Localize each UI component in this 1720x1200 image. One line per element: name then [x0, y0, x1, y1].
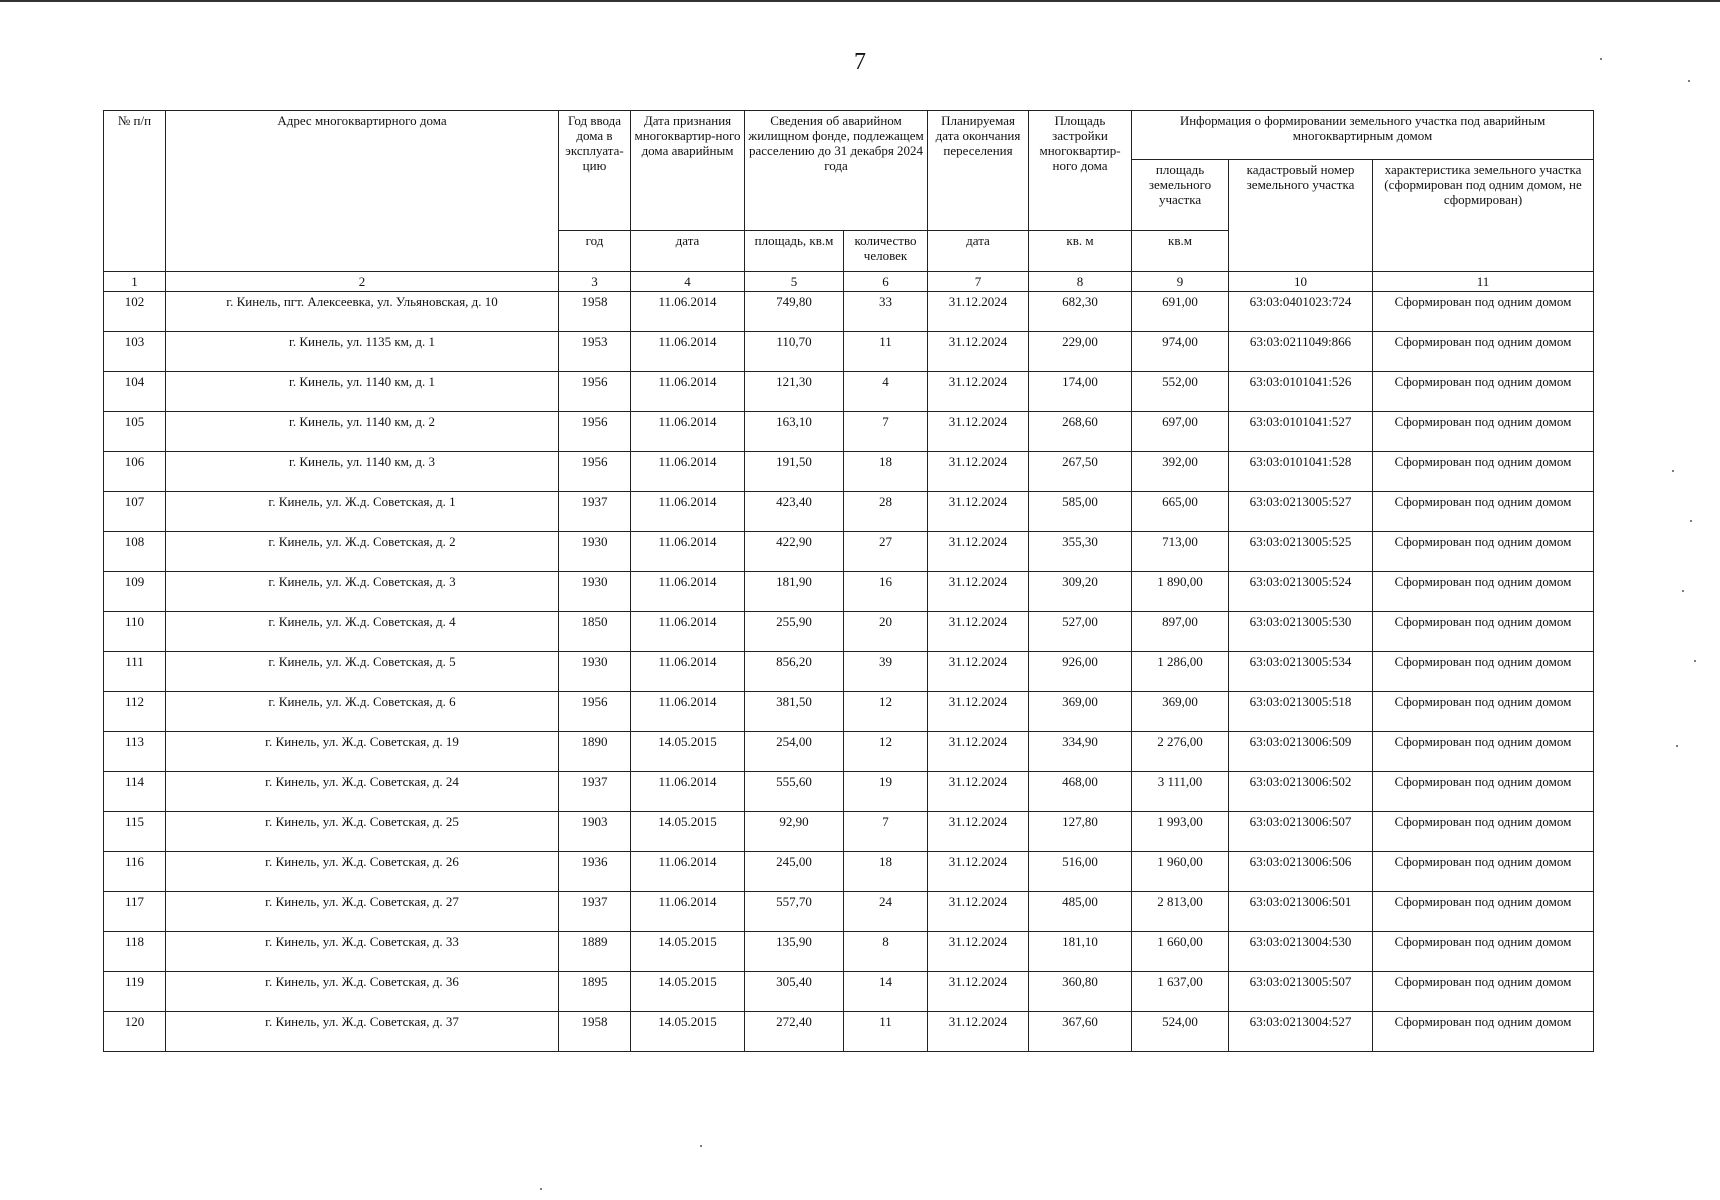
- row-building-area: 468,00: [1029, 772, 1132, 812]
- row-year: 1930: [559, 652, 631, 692]
- column-number: 9: [1132, 272, 1229, 292]
- row-land-area: 2 276,00: [1132, 732, 1229, 772]
- row-year: 1903: [559, 812, 631, 852]
- row-cadastral-number: 63:03:0213005:518: [1229, 692, 1373, 732]
- row-recognized-date: 11.06.2014: [631, 572, 745, 612]
- row-cadastral-number: 63:03:0213004:530: [1229, 932, 1373, 972]
- row-building-area: 367,60: [1029, 1012, 1132, 1052]
- scan-speck: [700, 1145, 702, 1147]
- row-year: 1930: [559, 572, 631, 612]
- column-number: 4: [631, 272, 745, 292]
- row-land-area: 1 660,00: [1132, 932, 1229, 972]
- row-building-area: 369,00: [1029, 692, 1132, 732]
- row-planned-date: 31.12.2024: [928, 732, 1029, 772]
- row-land-area: 1 993,00: [1132, 812, 1229, 852]
- row-building-area: 229,00: [1029, 332, 1132, 372]
- scan-top-edge: [0, 0, 1720, 2]
- row-recognized-date: 11.06.2014: [631, 652, 745, 692]
- row-year: 1937: [559, 492, 631, 532]
- row-address: г. Кинель, ул. Ж.д. Советская, д. 6: [166, 692, 559, 732]
- row-cadastral-number: 63:03:0101041:526: [1229, 372, 1373, 412]
- header-year: Год ввода дома в эксплуата-цию: [559, 111, 631, 231]
- column-number: 2: [166, 272, 559, 292]
- row-planned-date: 31.12.2024: [928, 292, 1029, 332]
- row-building-area: 485,00: [1029, 892, 1132, 932]
- row-year: 1895: [559, 972, 631, 1012]
- row-land-status: Сформирован под одним домом: [1373, 732, 1594, 772]
- unit-area: площадь, кв.м: [745, 231, 844, 272]
- row-area: 423,40: [745, 492, 844, 532]
- row-number: 120: [104, 1012, 166, 1052]
- row-building-area: 127,80: [1029, 812, 1132, 852]
- table-row: [104, 972, 1594, 1012]
- row-land-status: Сформирован под одним домом: [1373, 852, 1594, 892]
- row-area: 555,60: [745, 772, 844, 812]
- scan-speck: [1694, 660, 1696, 662]
- row-area: 92,90: [745, 812, 844, 852]
- table-row: [104, 292, 1594, 332]
- unit-year: год: [559, 231, 631, 272]
- row-land-area: 2 813,00: [1132, 892, 1229, 932]
- row-cadastral-number: 63:03:0213006:506: [1229, 852, 1373, 892]
- row-year: 1958: [559, 292, 631, 332]
- table-row: [104, 372, 1594, 412]
- row-address: г. Кинель, ул. 1140 км, д. 3: [166, 452, 559, 492]
- row-land-status: Сформирован под одним домом: [1373, 452, 1594, 492]
- row-number: 103: [104, 332, 166, 372]
- row-building-area: 309,20: [1029, 572, 1132, 612]
- row-recognized-date: 11.06.2014: [631, 692, 745, 732]
- row-people: 8: [844, 932, 928, 972]
- row-address: г. Кинель, ул. 1140 км, д. 2: [166, 412, 559, 452]
- row-planned-date: 31.12.2024: [928, 612, 1029, 652]
- row-people: 4: [844, 372, 928, 412]
- row-area: 121,30: [745, 372, 844, 412]
- row-cadastral-number: 63:03:0101041:528: [1229, 452, 1373, 492]
- row-land-status: Сформирован под одним домом: [1373, 652, 1594, 692]
- table-body: [104, 292, 1594, 1052]
- unit-recognized: дата: [631, 231, 745, 272]
- header-recognized: Дата признания многоквартир-ного дома аварийным: [631, 111, 745, 231]
- row-number: 115: [104, 812, 166, 852]
- table-row: [104, 452, 1594, 492]
- header-land-info: Информация о формировании земельного участка под аварийным многоквартирным домом: [1132, 111, 1594, 160]
- table-row: [104, 1012, 1594, 1052]
- row-year: 1850: [559, 612, 631, 652]
- scan-speck: [540, 1188, 542, 1190]
- row-number: 109: [104, 572, 166, 612]
- column-number: 11: [1373, 272, 1594, 292]
- table-row: [104, 412, 1594, 452]
- row-cadastral-number: 63:03:0213005:507: [1229, 972, 1373, 1012]
- row-people: 7: [844, 412, 928, 452]
- header-building-area: Площадь застройки многоквартир-ного дома: [1029, 111, 1132, 231]
- table-row: [104, 932, 1594, 972]
- table-row: [104, 812, 1594, 852]
- row-number: 105: [104, 412, 166, 452]
- row-area: 305,40: [745, 972, 844, 1012]
- row-address: г. Кинель, ул. Ж.д. Советская, д. 4: [166, 612, 559, 652]
- table-row: [104, 892, 1594, 932]
- row-building-area: 355,30: [1029, 532, 1132, 572]
- row-planned-date: 31.12.2024: [928, 452, 1029, 492]
- row-recognized-date: 14.05.2015: [631, 1012, 745, 1052]
- row-building-area: 527,00: [1029, 612, 1132, 652]
- row-number: 104: [104, 372, 166, 412]
- row-cadastral-number: 63:03:0213004:527: [1229, 1012, 1373, 1052]
- row-land-status: Сформирован под одним домом: [1373, 932, 1594, 972]
- row-recognized-date: 11.06.2014: [631, 452, 745, 492]
- row-recognized-date: 11.06.2014: [631, 772, 745, 812]
- row-people: 12: [844, 732, 928, 772]
- table-row: [104, 732, 1594, 772]
- row-people: 18: [844, 452, 928, 492]
- row-planned-date: 31.12.2024: [928, 372, 1029, 412]
- header-land-area: площадь земельного участка: [1132, 160, 1229, 231]
- row-number: 110: [104, 612, 166, 652]
- row-cadastral-number: 63:03:0401023:724: [1229, 292, 1373, 332]
- row-year: 1956: [559, 372, 631, 412]
- row-building-area: 181,10: [1029, 932, 1132, 972]
- row-people: 39: [844, 652, 928, 692]
- row-area: 856,20: [745, 652, 844, 692]
- row-cadastral-number: 63:03:0213005:525: [1229, 532, 1373, 572]
- table-row: [104, 532, 1594, 572]
- row-people: 11: [844, 1012, 928, 1052]
- row-land-area: 691,00: [1132, 292, 1229, 332]
- scan-speck: [1682, 590, 1684, 592]
- row-area: 135,90: [745, 932, 844, 972]
- row-building-area: 585,00: [1029, 492, 1132, 532]
- row-land-status: Сформирован под одним домом: [1373, 572, 1594, 612]
- row-land-status: Сформирован под одним домом: [1373, 532, 1594, 572]
- row-land-status: Сформирован под одним домом: [1373, 692, 1594, 732]
- row-recognized-date: 11.06.2014: [631, 412, 745, 452]
- scan-speck: [1688, 80, 1690, 82]
- row-building-area: 682,30: [1029, 292, 1132, 332]
- row-cadastral-number: 63:03:0211049:866: [1229, 332, 1373, 372]
- row-address: г. Кинель, ул. Ж.д. Советская, д. 36: [166, 972, 559, 1012]
- table-row: [104, 852, 1594, 892]
- table-row: [104, 652, 1594, 692]
- row-land-status: Сформирован под одним домом: [1373, 612, 1594, 652]
- row-address: г. Кинель, ул. Ж.д. Советская, д. 1: [166, 492, 559, 532]
- row-recognized-date: 14.05.2015: [631, 932, 745, 972]
- row-recognized-date: 11.06.2014: [631, 492, 745, 532]
- row-address: г. Кинель, ул. Ж.д. Советская, д. 25: [166, 812, 559, 852]
- row-planned-date: 31.12.2024: [928, 852, 1029, 892]
- table-row: [104, 332, 1594, 372]
- row-people: 16: [844, 572, 928, 612]
- row-people: 7: [844, 812, 928, 852]
- row-cadastral-number: 63:03:0213005:530: [1229, 612, 1373, 652]
- row-cadastral-number: 63:03:0213005:524: [1229, 572, 1373, 612]
- row-area: 163,10: [745, 412, 844, 452]
- column-number: 8: [1029, 272, 1132, 292]
- row-recognized-date: 11.06.2014: [631, 532, 745, 572]
- row-building-area: 174,00: [1029, 372, 1132, 412]
- row-recognized-date: 14.05.2015: [631, 732, 745, 772]
- row-people: 18: [844, 852, 928, 892]
- row-year: 1953: [559, 332, 631, 372]
- unit-people: количество человек: [844, 231, 928, 272]
- row-area: 422,90: [745, 532, 844, 572]
- row-land-area: 392,00: [1132, 452, 1229, 492]
- row-people: 28: [844, 492, 928, 532]
- row-number: 117: [104, 892, 166, 932]
- row-number: 111: [104, 652, 166, 692]
- table-row: [104, 492, 1594, 532]
- row-land-status: Сформирован под одним домом: [1373, 1012, 1594, 1052]
- row-people: 19: [844, 772, 928, 812]
- row-address: г. Кинель, ул. Ж.д. Советская, д. 5: [166, 652, 559, 692]
- row-recognized-date: 11.06.2014: [631, 612, 745, 652]
- row-address: г. Кинель, ул. Ж.д. Советская, д. 26: [166, 852, 559, 892]
- table-row: [104, 692, 1594, 732]
- row-year: 1889: [559, 932, 631, 972]
- row-area: 272,40: [745, 1012, 844, 1052]
- row-land-area: 1 286,00: [1132, 652, 1229, 692]
- row-area: 749,80: [745, 292, 844, 332]
- column-number: 3: [559, 272, 631, 292]
- row-cadastral-number: 63:03:0213005:534: [1229, 652, 1373, 692]
- row-address: г. Кинель, ул. Ж.д. Советская, д. 27: [166, 892, 559, 932]
- row-address: г. Кинель, пгт. Алексеевка, ул. Ульяновская, д. 10: [166, 292, 559, 332]
- row-area: 255,90: [745, 612, 844, 652]
- row-land-status: Сформирован под одним домом: [1373, 372, 1594, 412]
- row-number: 116: [104, 852, 166, 892]
- row-cadastral-number: 63:03:0213006:502: [1229, 772, 1373, 812]
- row-land-area: 713,00: [1132, 532, 1229, 572]
- header-num: № п/п: [104, 111, 166, 272]
- row-land-area: 697,00: [1132, 412, 1229, 452]
- row-year: 1958: [559, 1012, 631, 1052]
- row-planned-date: 31.12.2024: [928, 532, 1029, 572]
- row-address: г. Кинель, ул. 1135 км, д. 1: [166, 332, 559, 372]
- row-land-status: Сформирован под одним домом: [1373, 892, 1594, 932]
- row-year: 1930: [559, 532, 631, 572]
- column-number: 1: [104, 272, 166, 292]
- row-land-area: 552,00: [1132, 372, 1229, 412]
- row-building-area: 360,80: [1029, 972, 1132, 1012]
- row-recognized-date: 11.06.2014: [631, 892, 745, 932]
- row-number: 112: [104, 692, 166, 732]
- column-number: 7: [928, 272, 1029, 292]
- row-number: 102: [104, 292, 166, 332]
- row-address: г. Кинель, ул. Ж.д. Советская, д. 24: [166, 772, 559, 812]
- row-planned-date: 31.12.2024: [928, 572, 1029, 612]
- row-planned-date: 31.12.2024: [928, 652, 1029, 692]
- row-land-area: 3 111,00: [1132, 772, 1229, 812]
- row-address: г. Кинель, ул. Ж.д. Советская, д. 3: [166, 572, 559, 612]
- row-people: 24: [844, 892, 928, 932]
- row-land-area: 665,00: [1132, 492, 1229, 532]
- row-number: 107: [104, 492, 166, 532]
- row-land-status: Сформирован под одним домом: [1373, 412, 1594, 452]
- row-area: 191,50: [745, 452, 844, 492]
- row-people: 33: [844, 292, 928, 332]
- column-number: 10: [1229, 272, 1373, 292]
- row-land-area: 524,00: [1132, 1012, 1229, 1052]
- row-address: г. Кинель, ул. Ж.д. Советская, д. 37: [166, 1012, 559, 1052]
- row-planned-date: 31.12.2024: [928, 812, 1029, 852]
- row-people: 27: [844, 532, 928, 572]
- row-land-area: 1 890,00: [1132, 572, 1229, 612]
- row-number: 119: [104, 972, 166, 1012]
- row-land-status: Сформирован под одним домом: [1373, 292, 1594, 332]
- row-cadastral-number: 63:03:0213006:509: [1229, 732, 1373, 772]
- row-land-status: Сформирован под одним домом: [1373, 972, 1594, 1012]
- row-land-status: Сформирован под одним домом: [1373, 332, 1594, 372]
- row-land-status: Сформирован под одним домом: [1373, 812, 1594, 852]
- row-building-area: 334,90: [1029, 732, 1132, 772]
- unit-land-area: кв.м: [1132, 231, 1229, 272]
- row-planned-date: 31.12.2024: [928, 332, 1029, 372]
- row-year: 1956: [559, 452, 631, 492]
- row-land-area: 897,00: [1132, 612, 1229, 652]
- row-year: 1936: [559, 852, 631, 892]
- page-number: 7: [854, 49, 866, 75]
- row-number: 114: [104, 772, 166, 812]
- header-address: Адрес многоквартирного дома: [166, 111, 559, 272]
- row-year: 1890: [559, 732, 631, 772]
- row-land-status: Сформирован под одним домом: [1373, 492, 1594, 532]
- row-building-area: 268,60: [1029, 412, 1132, 452]
- row-number: 106: [104, 452, 166, 492]
- row-area: 110,70: [745, 332, 844, 372]
- row-land-area: 369,00: [1132, 692, 1229, 732]
- column-number: 5: [745, 272, 844, 292]
- column-number: 6: [844, 272, 928, 292]
- row-area: 245,00: [745, 852, 844, 892]
- header-fund: Сведения об аварийном жилищном фонде, подлежащем расселению до 31 декабря 2024 года: [745, 111, 928, 231]
- row-year: 1956: [559, 692, 631, 732]
- row-cadastral-number: 63:03:0213006:501: [1229, 892, 1373, 932]
- row-land-area: 974,00: [1132, 332, 1229, 372]
- row-recognized-date: 11.06.2014: [631, 292, 745, 332]
- row-address: г. Кинель, ул. Ж.д. Советская, д. 19: [166, 732, 559, 772]
- scan-speck: [1600, 58, 1602, 60]
- row-land-area: 1 960,00: [1132, 852, 1229, 892]
- row-recognized-date: 11.06.2014: [631, 852, 745, 892]
- row-year: 1956: [559, 412, 631, 452]
- row-cadastral-number: 63:03:0213005:527: [1229, 492, 1373, 532]
- row-recognized-date: 11.06.2014: [631, 332, 745, 372]
- row-people: 20: [844, 612, 928, 652]
- row-recognized-date: 14.05.2015: [631, 972, 745, 1012]
- row-planned-date: 31.12.2024: [928, 492, 1029, 532]
- row-planned-date: 31.12.2024: [928, 772, 1029, 812]
- row-area: 254,00: [745, 732, 844, 772]
- row-building-area: 926,00: [1029, 652, 1132, 692]
- row-year: 1937: [559, 772, 631, 812]
- row-address: г. Кинель, ул. Ж.д. Советская, д. 33: [166, 932, 559, 972]
- unit-planned: дата: [928, 231, 1029, 272]
- row-cadastral-number: 63:03:0213006:507: [1229, 812, 1373, 852]
- column-number-row: [104, 272, 1594, 292]
- row-land-status: Сформирован под одним домом: [1373, 772, 1594, 812]
- row-planned-date: 31.12.2024: [928, 932, 1029, 972]
- row-address: г. Кинель, ул. Ж.д. Советская, д. 2: [166, 532, 559, 572]
- header-cadastral: кадастровый номер земельного участка: [1229, 160, 1373, 272]
- row-people: 12: [844, 692, 928, 732]
- row-building-area: 516,00: [1029, 852, 1132, 892]
- scan-speck: [1672, 470, 1674, 472]
- header-planned: Планируемая дата окончания переселения: [928, 111, 1029, 231]
- row-planned-date: 31.12.2024: [928, 972, 1029, 1012]
- scan-speck: [1690, 520, 1692, 522]
- table-row: [104, 572, 1594, 612]
- row-year: 1937: [559, 892, 631, 932]
- row-recognized-date: 14.05.2015: [631, 812, 745, 852]
- row-number: 108: [104, 532, 166, 572]
- unit-building-area: кв. м: [1029, 231, 1132, 272]
- row-cadastral-number: 63:03:0101041:527: [1229, 412, 1373, 452]
- row-people: 14: [844, 972, 928, 1012]
- row-planned-date: 31.12.2024: [928, 1012, 1029, 1052]
- row-area: 381,50: [745, 692, 844, 732]
- table-row: [104, 612, 1594, 652]
- header-land-characteristic: характеристика земельного участка (сформирован под одним домом, не сформирован): [1373, 160, 1594, 272]
- scan-speck: [1676, 745, 1678, 747]
- row-address: г. Кинель, ул. 1140 км, д. 1: [166, 372, 559, 412]
- row-recognized-date: 11.06.2014: [631, 372, 745, 412]
- row-planned-date: 31.12.2024: [928, 692, 1029, 732]
- table-row: [104, 772, 1594, 812]
- row-planned-date: 31.12.2024: [928, 892, 1029, 932]
- row-people: 11: [844, 332, 928, 372]
- emergency-housing-table: [103, 110, 1594, 1052]
- row-number: 118: [104, 932, 166, 972]
- row-building-area: 267,50: [1029, 452, 1132, 492]
- row-area: 181,90: [745, 572, 844, 612]
- row-number: 113: [104, 732, 166, 772]
- row-land-area: 1 637,00: [1132, 972, 1229, 1012]
- row-planned-date: 31.12.2024: [928, 412, 1029, 452]
- row-area: 557,70: [745, 892, 844, 932]
